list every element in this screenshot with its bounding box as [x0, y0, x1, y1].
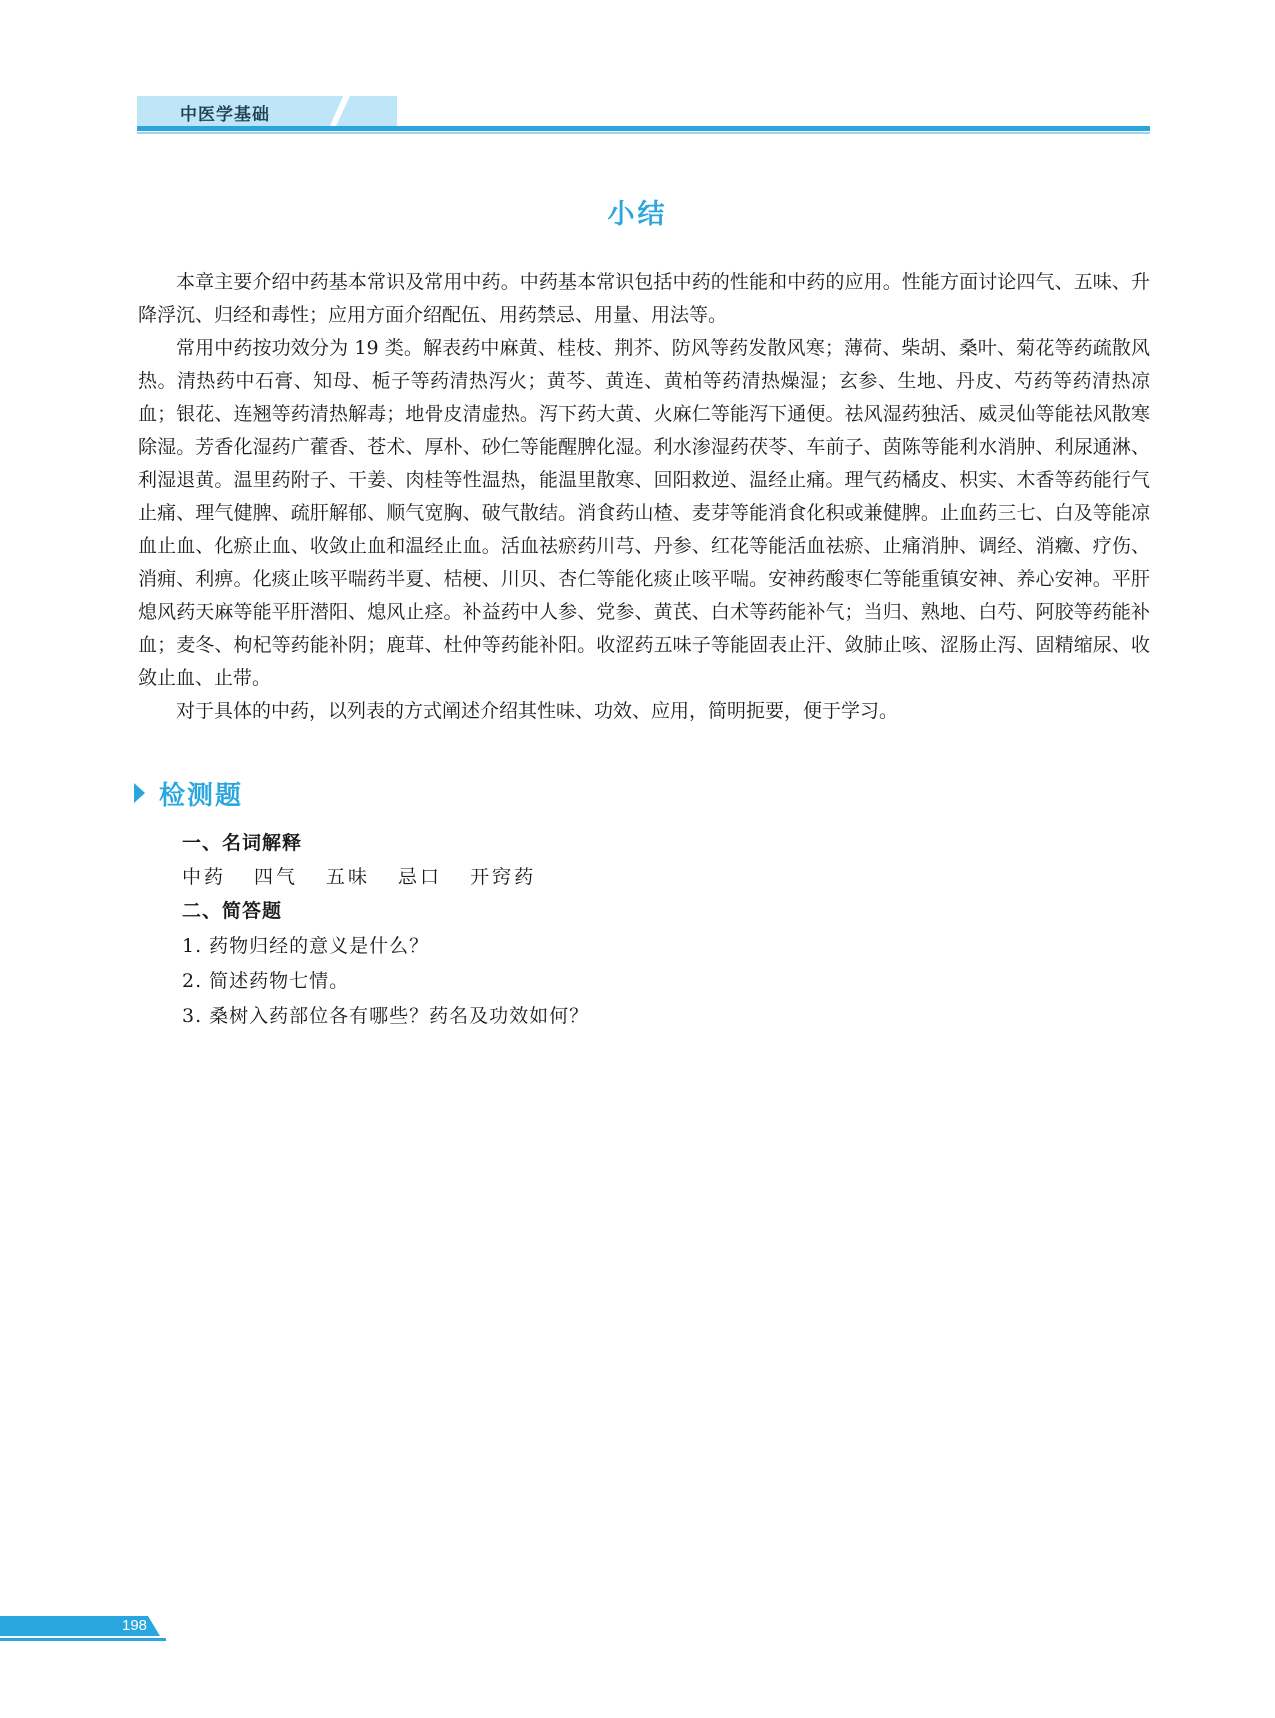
summary-paragraph: 常用中药按功效分为 19 类。解表药中麻黄、桂枝、荆芥、防风等药发散风寒；薄荷、柴胡、桑叶、菊花等药疏散风热。清热药中石膏、知母、栀子等药清热泻火；黄芩、黄连、黄柏等药清热燥湿；玄参、生地、丹皮、芍药等药清热凉血；银花、连翘等药清热解毒；地骨皮清虚热。泻下药大黄、火麻仁等能泻下通便。祛风湿药独活、威灵仙等能祛风散寒除湿。芳香化湿药广藿香、苍术、厚朴、砂仁等能醒脾化湿。利水渗湿药茯苓、车前子、茵陈等能利水消肿、利尿通淋、利湿退黄。温里药附子、干姜、肉桂等性温热，能温里散寒、回阳救逆、温经止痛。理气药橘皮、枳实、木香等药能行气止痛、理气健脾、疏肝解郁、顺气宽胸、破气散结。消食药山楂、麦芽等能消食化积或兼健脾。止血药三七、白及等能凉血止血、化瘀止血、收敛止血和温经止血。活血祛瘀药川芎、丹参、红花等能活血祛瘀、止痛消肿、调经、消癥、疗伤、消痈、利痹。化痰止咳平喘药半夏、桔梗、川贝、杏仁等能化痰止咳平喘。安神药酸枣仁等能重镇安神、养心安神。平肝熄风药天麻等能平肝潜阳、熄风止痉。补益药中人参、党参、黄芪、白术等药能补气；当归、熟地、白芍、阿胶等药能补血；麦冬、枸杞等药能补阴；鹿茸、杜仲等药能补阳。收涩药五味子等能固表止汗、敛肺止咳、涩肠止泻、固精缩尿、收敛止血、止带。: [138, 337, 1150, 689]
question-item: 2. 简述药物七情。: [182, 970, 350, 992]
footer-rule: [0, 1638, 166, 1641]
header-rule: [137, 126, 1150, 131]
question-item: 1. 药物归经的意义是什么？: [182, 935, 430, 957]
page-number: 198: [122, 1617, 148, 1634]
test-heading: [134, 775, 243, 811]
summary-body: [138, 266, 1150, 728]
summary-title: 小结: [607, 199, 668, 230]
summary-paragraph: 对于具体的中药，以列表的方式阐述介绍其性味、功效、应用，简明扼要，便于学习。: [176, 700, 899, 722]
term-item: 中药: [182, 866, 227, 888]
header-stripes-decoration: [330, 94, 400, 128]
term-item: 四气: [254, 866, 299, 888]
part1-title: 一、名词解释: [182, 832, 303, 854]
header-rule-thin: [137, 132, 1150, 134]
terms-list: [182, 862, 564, 889]
part2-title: 二、简答题: [182, 900, 283, 922]
book-title: 中医学基础: [180, 105, 270, 125]
summary-paragraph: 本章主要介绍中药基本常识及常用中药。中药基本常识包括中药的性能和中药的应用。性能方面讨论四气、五味、升降浮沉、归经和毒性；应用方面介绍配伍、用药禁忌、用量、用法等。: [138, 271, 1150, 326]
term-item: 开窍药: [470, 866, 537, 888]
term-item: 五味: [326, 866, 371, 888]
question-item: 3. 桑树入药部位各有哪些？药名及功效如何？: [182, 1005, 590, 1027]
test-title: 检测题: [159, 780, 244, 811]
triangle-bullet-icon: [134, 783, 145, 803]
term-item: 忌口: [398, 866, 443, 888]
